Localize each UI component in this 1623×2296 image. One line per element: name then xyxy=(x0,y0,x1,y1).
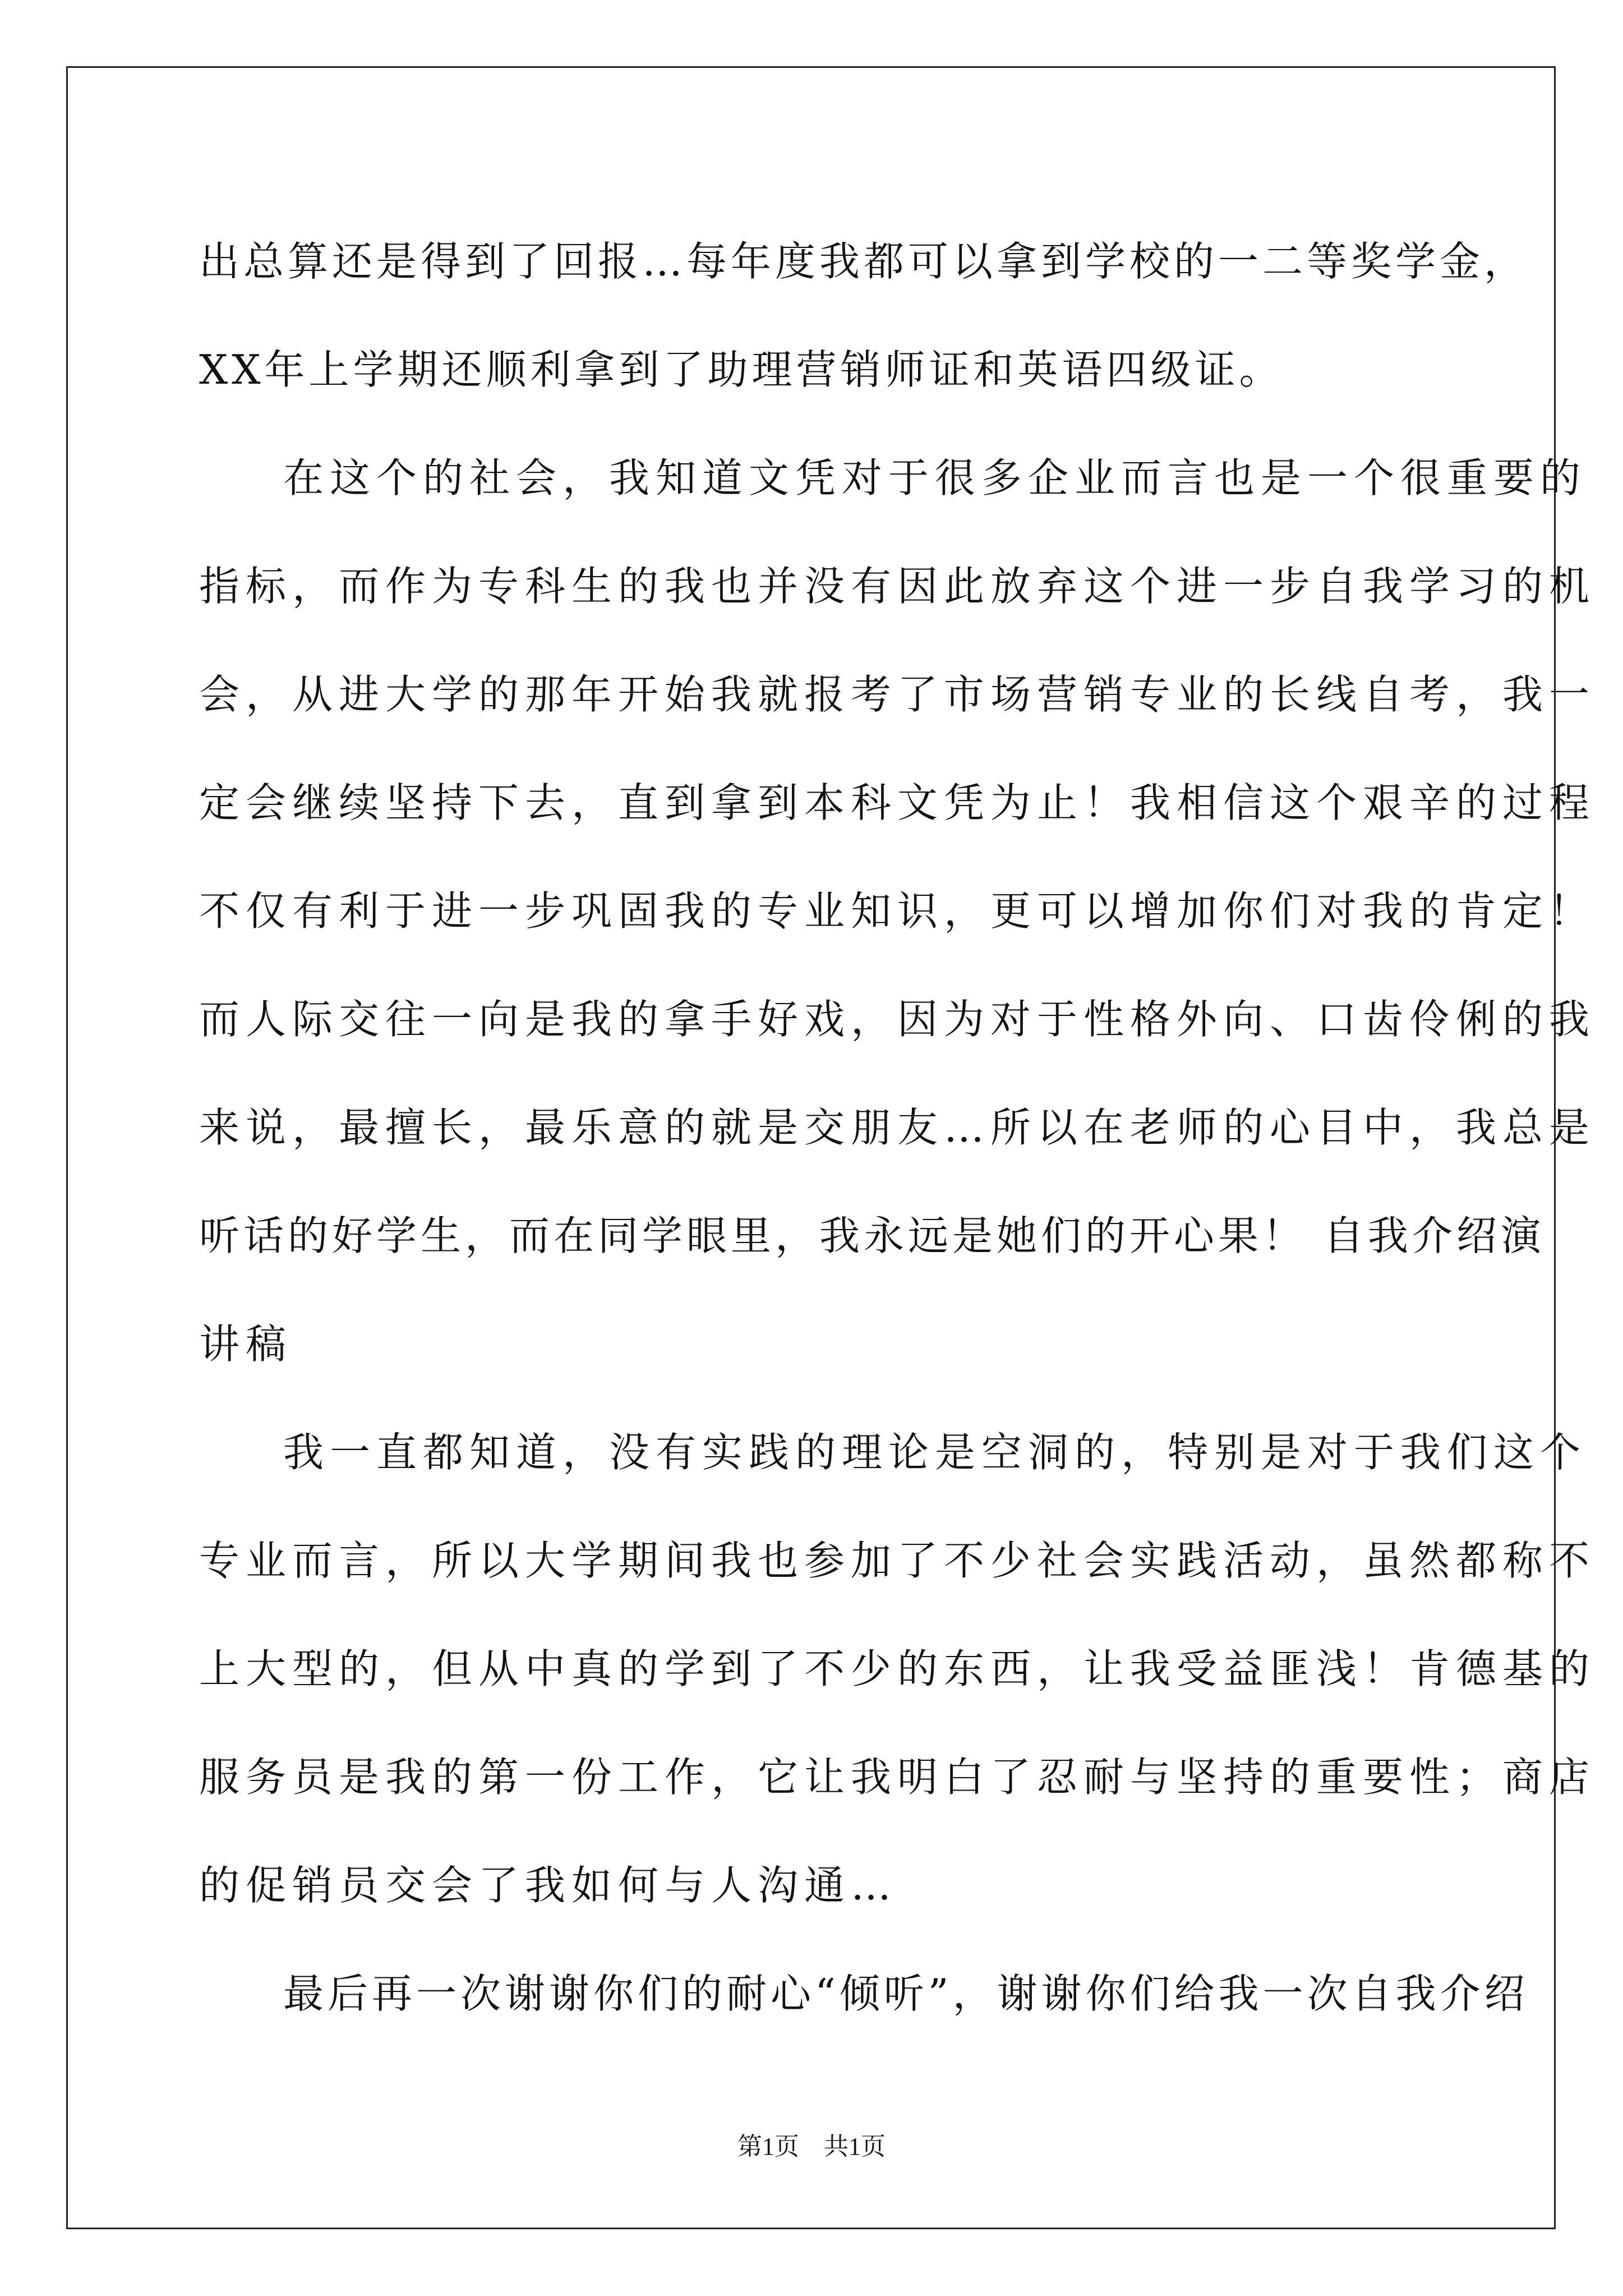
text-line: 而人际交往一向是我的拿手好戏，因为对于性格外向、口齿伶俐的我 xyxy=(199,996,1596,1043)
text-line: 专业而言，所以大学期间我也参加了不少社会实践活动，虽然都称不 xyxy=(199,1537,1596,1584)
text-line: 服务员是我的第一份工作，它让我明白了忍耐与坚持的重要性；商店 xyxy=(199,1754,1596,1801)
document-body xyxy=(199,208,1596,2048)
text-line: 出总算还是得到了回报…每年度我都可以拿到学校的一二等奖学金， xyxy=(199,238,1529,285)
paragraph-start-line: 我一直都知道，没有实践的理论是空洞的，特别是对于我们这个 xyxy=(283,1429,1587,1476)
page-footer: 第1页 共1页 xyxy=(737,2133,886,2160)
text-line: 讲稿 xyxy=(199,1320,293,1368)
text-line: 的促销员交会了我如何与人沟通… xyxy=(199,1862,898,1909)
text-line: 来说，最擅长，最乐意的就是交朋友…所以在老师的心目中，我总是 xyxy=(199,1104,1596,1151)
paragraph-start-line: 在这个的社会，我知道文凭对于很多企业而言也是一个很重要的 xyxy=(283,454,1587,501)
text-line: 会，从进大学的那年开始我就报考了市场营销专业的长线自考，我一 xyxy=(199,671,1596,718)
text-line: 上大型的，但从中真的学到了不少的东西，让我受益匪浅！肯德基的 xyxy=(199,1645,1596,1692)
text-line: 不仅有利于进一步巩固我的专业知识，更可以增加你们对我的肯定！ xyxy=(199,887,1596,935)
paragraph-start-line: 最后再一次谢谢你们的耐心“倾听”，谢谢你们给我一次自我介绍 xyxy=(283,1970,1529,2017)
text-line: 指标，而作为专科生的我也并没有因此放弃这个进一步自我学习的机 xyxy=(199,563,1596,610)
text-line: XX年上学期还顺利拿到了助理营销师证和英语四级证。 xyxy=(199,346,1284,393)
text-line: 听话的好学生，而在同学眼里，我永远是她们的开心果！ 自我介绍演 xyxy=(199,1212,1545,1259)
text-line: 定会继续坚持下去，直到拿到本科文凭为止！我相信这个艰辛的过程 xyxy=(199,779,1596,826)
